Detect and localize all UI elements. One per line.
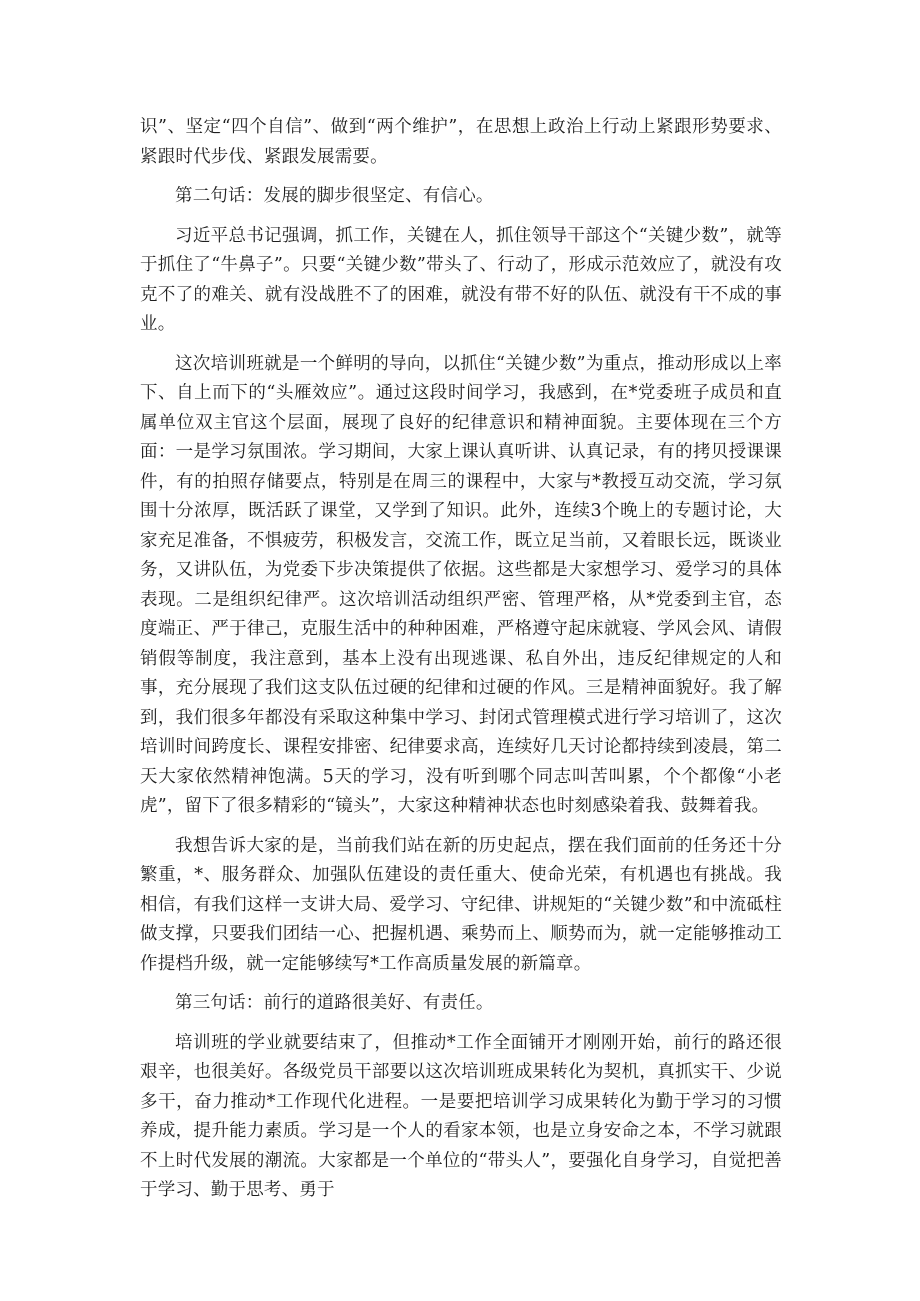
paragraph-road-ahead: 培训班的学业就要结束了，但推动*工作全面铺开才刚刚开始，前行的路还很艰辛，也很美好。各级党员干部要以这次培训班成果转化为契机，真抓实干、少说多干，奋力推动*工作现代化进程。一是要把培训学习成果转化为勤于学习的习惯养成，提升能力素质。学习是一个人的看家本领，也是立身安命之本，不学习就跟不上时代发展的潮流。大家都是一个单位的“带头人”，要强化自身学习，自觉把善于学习、勤于思考、勇于 — [140, 1032, 782, 1200]
heading-second-point: 第二句话：发展的脚步很坚定、有信心。 — [175, 186, 494, 206]
document-body — [140, 113, 782, 1216]
paragraph-historic-starting-point: 我想告诉大家的是，当前我们站在新的历史起点，摆在我们面前的任务还十分繁重，*、服务群众、加强队伍建设的责任重大、使命光荣，有机遇也有挑战。我相信，有我们这样一支讲大局、爱学习、守纪律、讲规矩的“关键少数”和中流砥柱做支撑，只要我们团结一心、把握机遇、乘势而上、顺势而为，就一定能够推动工作提档升级，就一定能够续写*工作高质量发展的新篇章。 — [140, 835, 782, 974]
paragraph-continued-intro: 识”、坚定“四个自信”、做到“两个维护”，在思想上政治上行动上紧跟形势要求、紧跟时代步伐、紧跟发展需要。 — [140, 117, 782, 167]
paragraph-key-minority: 习近平总书记强调，抓工作，关键在人，抓住领导干部这个“关键少数”，就等于抓住了“牛鼻子”。只要“关键少数”带头了、行动了，形成示范效应了，就没有攻克不了的难关、就有没战胜不了的困难，就没有带不好的队伍、就没有干不成的事业。 — [140, 225, 782, 334]
heading-third-point: 第三句话：前行的道路很美好、有责任。 — [175, 993, 494, 1013]
paragraph-training-review: 这次培训班就是一个鲜明的导向，以抓住“关键少数”为重点，推动形成以上率下、自上而下的“头雁效应”。通过这段时间学习，我感到，在*党委班子成员和直属单位双主官这个层面，展现了良好的纪律意识和精神面貌。主要体现在三个方面：一是学习氛围浓。学习期间，大家上课认真听讲、认真记录，有的拷贝授课课件，有的拍照存储要点，特别是在周三的课程中，大家与*教授互动交流，学习氛围十分浓厚，既活跃了课堂，又学到了知识。此外，连续3个晚上的专题讨论，大家充足准备，不惧疲劳，积极发言，交流工作，既立足当前，又着眼长远，既谈业务，又讲队伍，为党委下步决策提供了依据。这些都是大家想学习、爱学习的具体表现。二是组织纪律严。这次培训活动组织严密、管理严格，从*党委到主官，态度端正、严于律己，克服生活中的种种困难，严格遵守起床就寝、学风会风、请假销假等制度，我注意到，基本上没有出现逃课、私自外出，违反纪律规定的人和事，充分展现了我们这支队伍过硬的纪律和过硬的作风。三是精神面貌好。我了解到，我们很多年都没有采取这种集中学习、封闭式管理模式进行学习培训了，这次培训时间跨度长、课程安排密、纪律要求高，连续好几天讨论都持续到凌晨，第二天大家依然精神饱满。5天的学习，没有听到哪个同志叫苦叫累，个个都像“小老虎”，留下了很多精彩的“镜头”，大家这种精神状态也时刻感染着我、鼓舞着我。 — [140, 353, 782, 816]
